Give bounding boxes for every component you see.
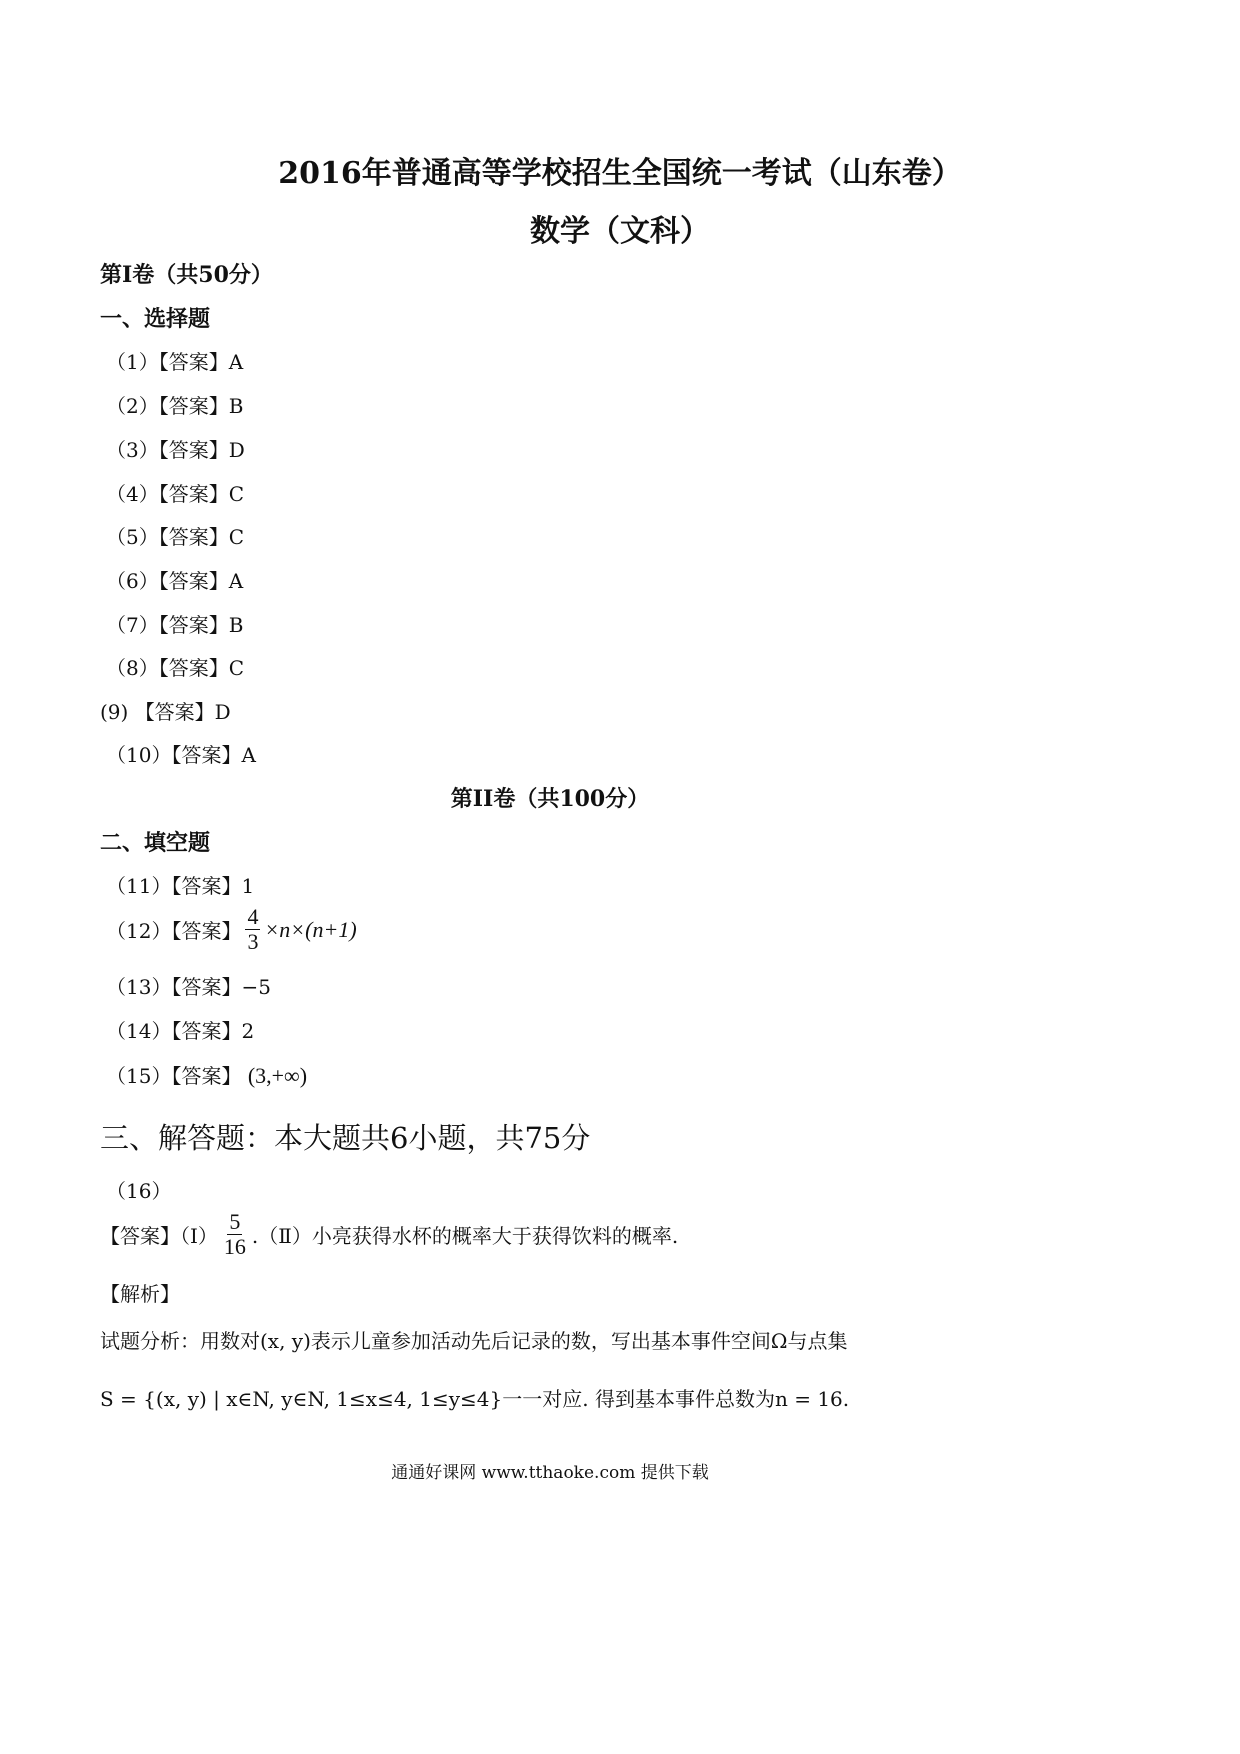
answer-12 — [106, 905, 357, 954]
document-title: 2016年普通高等学校招生全国统一考试（山东卷） — [278, 156, 962, 191]
answer-16-numerator: 5 — [229, 1209, 241, 1234]
answer-9: (9) 【答案】D — [100, 700, 231, 724]
document-subtitle: 数学（文科） — [530, 214, 710, 249]
section-solutions: 三、解答题：本大题共6小题，共75分 — [100, 1121, 591, 1155]
answer-12-fraction — [245, 905, 260, 954]
section-multiple-choice: 一、选择题 — [100, 306, 211, 332]
analysis-line-2: S = {(x, y) | x∈N, y∈N, 1≤x≤4, 1≤y≤4}一一对应. 得到基本事件总数为n = 16. — [100, 1387, 850, 1411]
answer-3: （3）【答案】D — [106, 438, 245, 462]
answer-15 — [106, 1060, 307, 1089]
answer-11: （11）【答案】1 — [106, 874, 255, 898]
part2-heading: 第II卷（共100分） — [450, 786, 650, 812]
answer-15-value: (3,+∞) — [247, 1063, 308, 1088]
answer-16-label: 【答案】（Ⅰ） — [100, 1224, 218, 1249]
answer-12-denominator: 3 — [247, 929, 259, 955]
page-footer: 通通好课网 www.tthaoke.com 提供下载 — [391, 1463, 709, 1483]
answer-12-expression: ×n×(n+1) — [264, 916, 357, 942]
answer-4: （4）【答案】C — [106, 482, 245, 506]
question-16-label: （16） — [106, 1179, 172, 1203]
part1-heading: 第Ⅰ卷（共50分） — [100, 262, 273, 288]
answer-14: （14）【答案】2 — [106, 1019, 255, 1043]
answer-16 — [100, 1210, 678, 1259]
answer-12-numerator: 4 — [247, 904, 259, 929]
answer-5: （5）【答案】C — [106, 525, 245, 549]
analysis-label: 【解析】 — [100, 1282, 180, 1306]
answer-10: （10）【答案】A — [106, 743, 256, 767]
section-fill-in: 二、填空题 — [100, 830, 211, 856]
answer-8: （8）【答案】C — [106, 656, 245, 680]
answer-15-label: （15）【答案】 — [106, 1064, 242, 1088]
answer-7: （7）【答案】B — [106, 613, 244, 637]
answer-2: （2）【答案】B — [106, 394, 244, 418]
answer-13: （13）【答案】−5 — [106, 975, 271, 999]
answer-6: （6）【答案】A — [106, 569, 244, 593]
answer-16-denominator: 16 — [223, 1234, 246, 1260]
answer-16-fraction — [222, 1210, 248, 1259]
analysis-line-1: 试题分析：用数对(x, y)表示儿童参加活动先后记录的数，写出基本事件空间Ω与点集 — [100, 1329, 848, 1353]
answer-12-label: （12）【答案】 — [106, 919, 242, 944]
answer-1: （1）【答案】A — [106, 350, 244, 374]
answer-16-text: .（Ⅱ）小亮获得水杯的概率大于获得饮料的概率. — [251, 1224, 679, 1249]
